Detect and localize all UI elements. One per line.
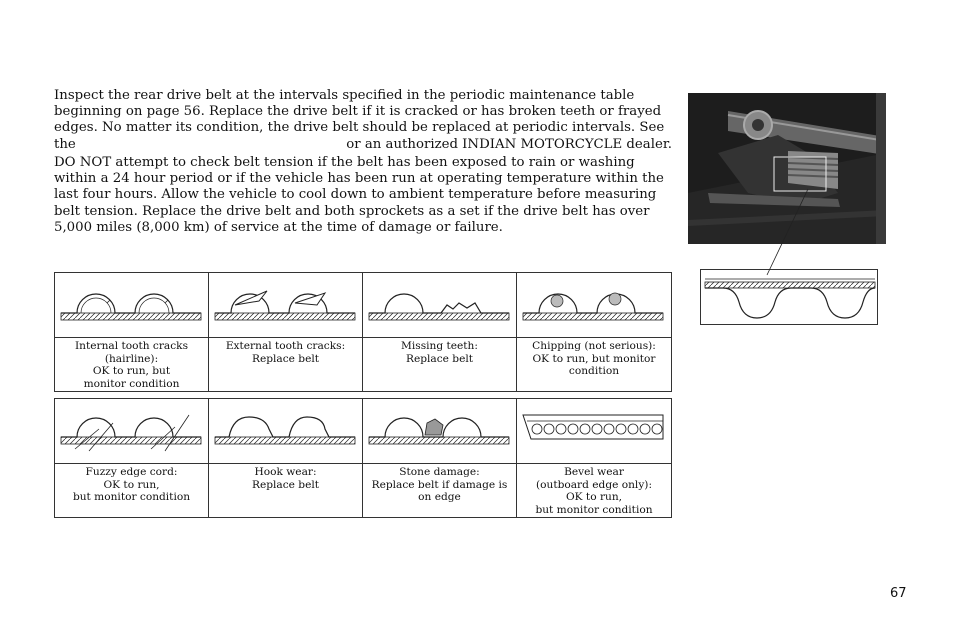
condition-cell [209,273,363,391]
condition-caption: Internal tooth cracks (hairline): OK to run, but monitor condition [74,340,189,390]
condition-cell [55,399,209,517]
condition-cell [517,273,671,391]
chipping-illustration [517,273,671,338]
condition-cell [209,399,363,517]
condition-caption: Chipping (not serious): OK to run, but monitor condition [532,340,656,378]
belt-tooth-profile-detail [700,269,878,325]
page-number: 67 [890,586,907,601]
intro-paragraph-1 [54,88,678,153]
condition-cell [55,273,209,391]
condition-caption: External tooth cracks: Replace belt [225,340,346,365]
belt-conditions-row-2 [54,398,672,518]
condition-caption: Hook wear: Replace belt [252,466,319,491]
missing-teeth-illustration [363,273,516,338]
intro-paragraph-1-end: or an authorized INDIAN MOTORCYCLE dealer. [346,136,672,152]
stone-damage-illustration [363,399,516,464]
condition-caption: Bevel wear (outboard edge only): OK to run, but monitor condition [535,466,653,516]
condition-caption: Missing teeth: Replace belt [401,340,478,365]
hook-wear-illustration [209,399,362,464]
fuzzy-edge-cord-illustration [55,399,208,464]
internal-tooth-cracks-illustration [55,273,208,338]
intro-paragraph-1-start: Inspect the rear drive belt at the intervals specified in the periodic maintenance table beginning on page 56. Replace the drive belt if it is cracked or has broken teeth or frayed edges. No matter its condition, the drive belt should be replaced at periodic intervals. See the [54,88,665,152]
rear-drive-belt-photo [688,93,886,244]
condition-cell [363,399,517,517]
condition-caption: Fuzzy edge cord: OK to run, but monitor condition [72,466,191,504]
bevel-wear-illustration [517,399,671,464]
condition-caption: Stone damage: Replace belt if damage is on edge [371,466,508,504]
belt-conditions-row-1 [54,272,672,392]
external-tooth-cracks-illustration [209,273,362,338]
intro-paragraph-2: DO NOT attempt to check belt tension if the belt has been exposed to rain or washing within a 24 hour period or if the vehicle has been run at operating temperature within the last four hours. Allow the vehicle to cool down to ambient temperature before measuring belt tension. Replace the drive belt and both sprockets as a set if the drive belt has over 5,000 miles (8,000 km) of service at the time of damage or failure. [54,155,664,235]
condition-cell [517,399,671,517]
condition-cell [363,273,517,391]
